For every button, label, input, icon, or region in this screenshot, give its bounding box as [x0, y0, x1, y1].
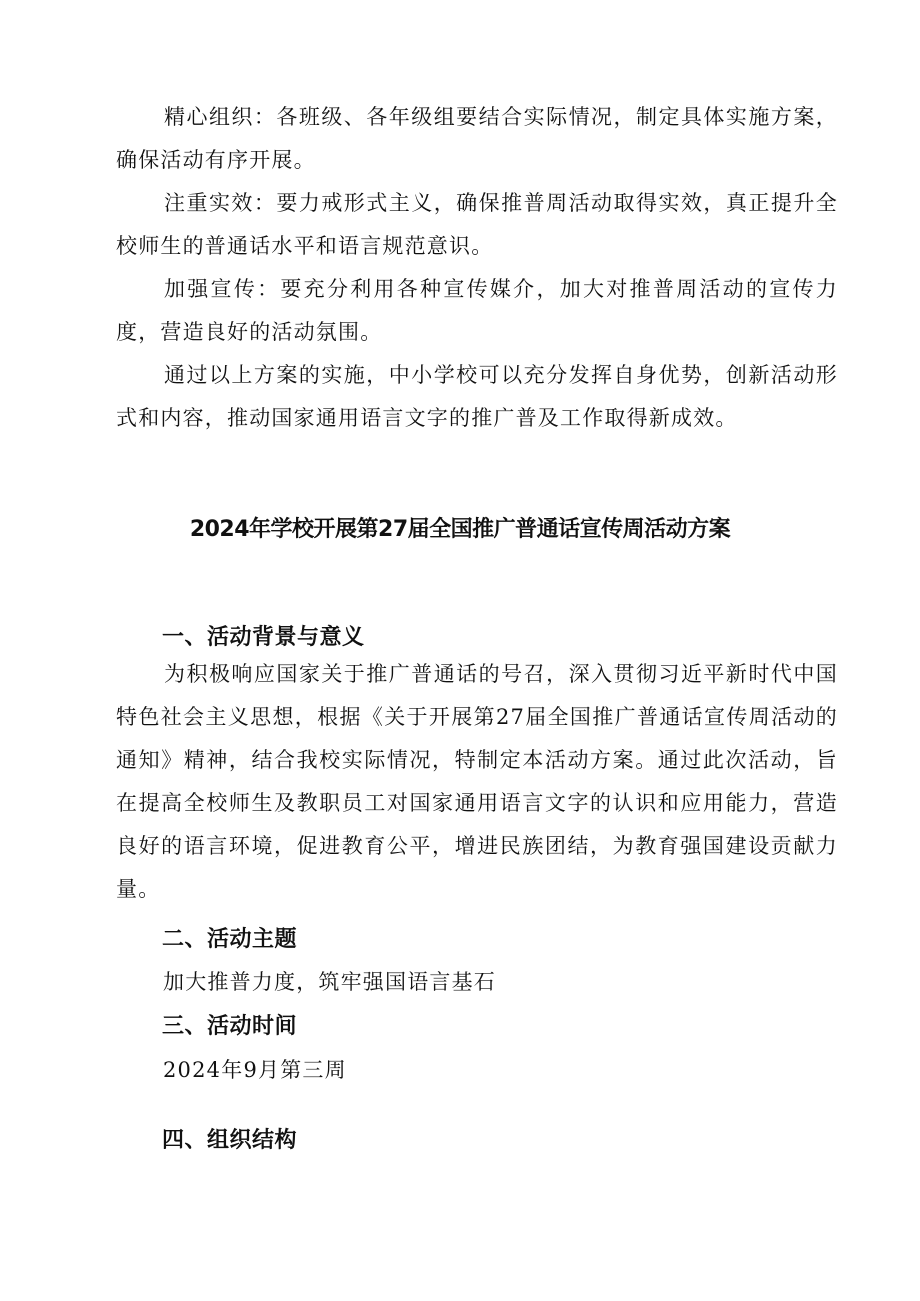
document-title: 2024年学校开展第27届全国推广普通话宣传周活动方案 [189, 517, 731, 542]
paragraph-practical-results: 注重实效：要力戒形式主义，确保推普周活动取得实效，真正提升全校师生的普通话水平和语言规范意识。 [116, 191, 838, 258]
section-heading-background: 一、活动背景与意义 [162, 625, 365, 650]
section-body-theme: 加大推普力度，筑牢强国语言基石 [163, 970, 496, 994]
section-heading-theme: 二、活动主题 [162, 927, 298, 952]
section-body-time: 2024年9月第三周 [163, 1058, 347, 1082]
paragraph-publicity: 加强宣传：要充分利用各种宣传媒介，加大对推普周活动的宣传力度，营造良好的活动氛围。 [116, 277, 838, 344]
section-heading-organization: 四、组织结构 [162, 1128, 298, 1153]
paragraph-careful-organization: 精心组织：各班级、各年级组要结合实际情况，制定具体实施方案，确保活动有序开展。 [116, 105, 838, 172]
paragraph-conclusion: 通过以上方案的实施，中小学校可以充分发挥自身优势，创新活动形式和内容，推动国家通用语言文字的推广普及工作取得新成效。 [116, 363, 838, 430]
section-body-background: 为积极响应国家关于推广普通话的号召，深入贯彻习近平新时代中国特色社会主义思想，根据《关于开展第27届全国推广普通话宣传周活动的通知》精神，结合我校实际情况，特制定本活动方案。通过此次活动，旨在提高全校师生及教职员工对国家通用语言文字的认识和应用能力，营造良好的语言环境，促进教育公平，增进民族团结，为教育强国建设贡献力量。 [116, 662, 838, 901]
section-heading-time: 三、活动时间 [162, 1014, 298, 1039]
